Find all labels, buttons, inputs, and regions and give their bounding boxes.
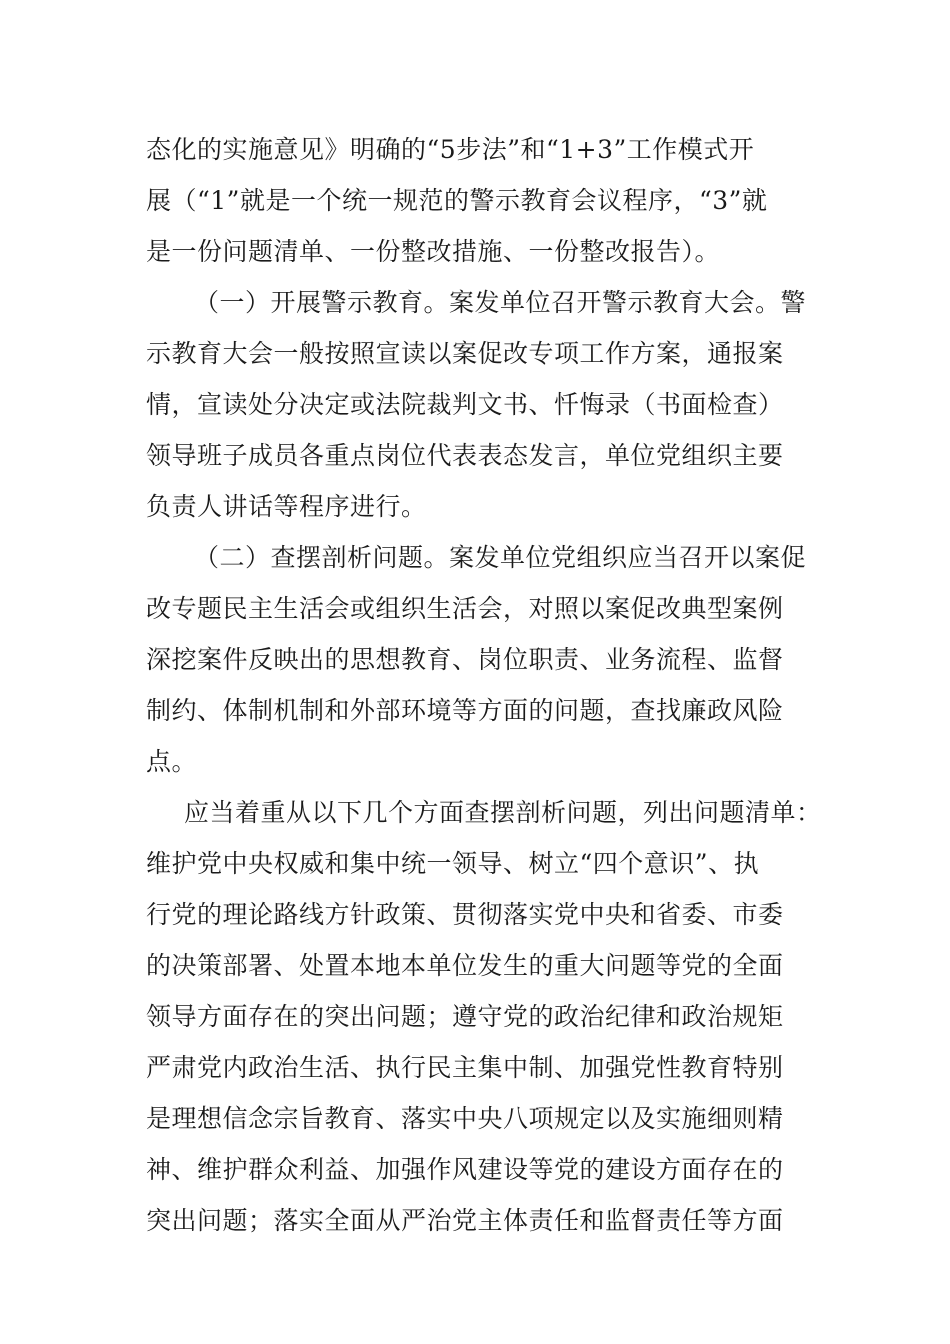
text-line: 是理想信念宗旨教育、落实中央八项规定以及实施细则精	[146, 1104, 784, 1133]
text-line: 突出问题；落实全面从严治党主体责任和监督责任等方面	[146, 1206, 784, 1235]
text-line: 展（“1”就是一个统一规范的警示教育会议程序，“3”就	[146, 186, 768, 215]
text-line: 深挖案件反映出的思想教育、岗位职责、业务流程、监督	[146, 645, 784, 674]
section-heading-line: （二）查摆剖析问题。案发单位党组织应当召开以案促	[194, 543, 807, 572]
text-line: 领导方面存在的突出问题；遵守党的政治纪律和政治规矩	[146, 1002, 784, 1031]
text-line: 行党的理论路线方针政策、贯彻落实党中央和省委、市委	[146, 900, 784, 929]
text-line: 神、维护群众利益、加强作风建设等党的建设方面存在的	[146, 1155, 784, 1184]
text-line: 态化的实施意见》明确的“5步法”和“1+3”工作模式开	[146, 135, 755, 164]
text-line: 点。	[146, 747, 198, 776]
text-line: 是一份问题清单、一份整改措施、一份整改报告）。	[146, 237, 721, 266]
text-line: 情，宣读处分决定或法院裁判文书、忏悔录（书面检查）	[146, 390, 784, 419]
text-line: 制约、体制机制和外部环境等方面的问题，查找廉政风险	[146, 696, 784, 725]
text-line: 负责人讲话等程序进行。	[146, 492, 427, 521]
text-line: 严肃党内政治生活、执行民主集中制、加强党性教育特别	[146, 1053, 784, 1082]
paragraph-start-line: 应当着重从以下几个方面查摆剖析问题，列出问题清单：	[184, 798, 822, 827]
text-line: 改专题民主生活会或组织生活会，对照以案促改典型案例	[146, 594, 784, 623]
text-line: 维护党中央权威和集中统一领导、树立“四个意识”、执	[146, 849, 760, 878]
document-body	[146, 124, 836, 1246]
text-line: 示教育大会一般按照宣读以案促改专项工作方案，通报案	[146, 339, 784, 368]
section-heading-line: （一）开展警示教育。案发单位召开警示教育大会。警	[194, 288, 807, 317]
text-line: 领导班子成员各重点岗位代表表态发言，单位党组织主要	[146, 441, 784, 470]
text-line: 的决策部署、处置本地本单位发生的重大问题等党的全面	[146, 951, 784, 980]
